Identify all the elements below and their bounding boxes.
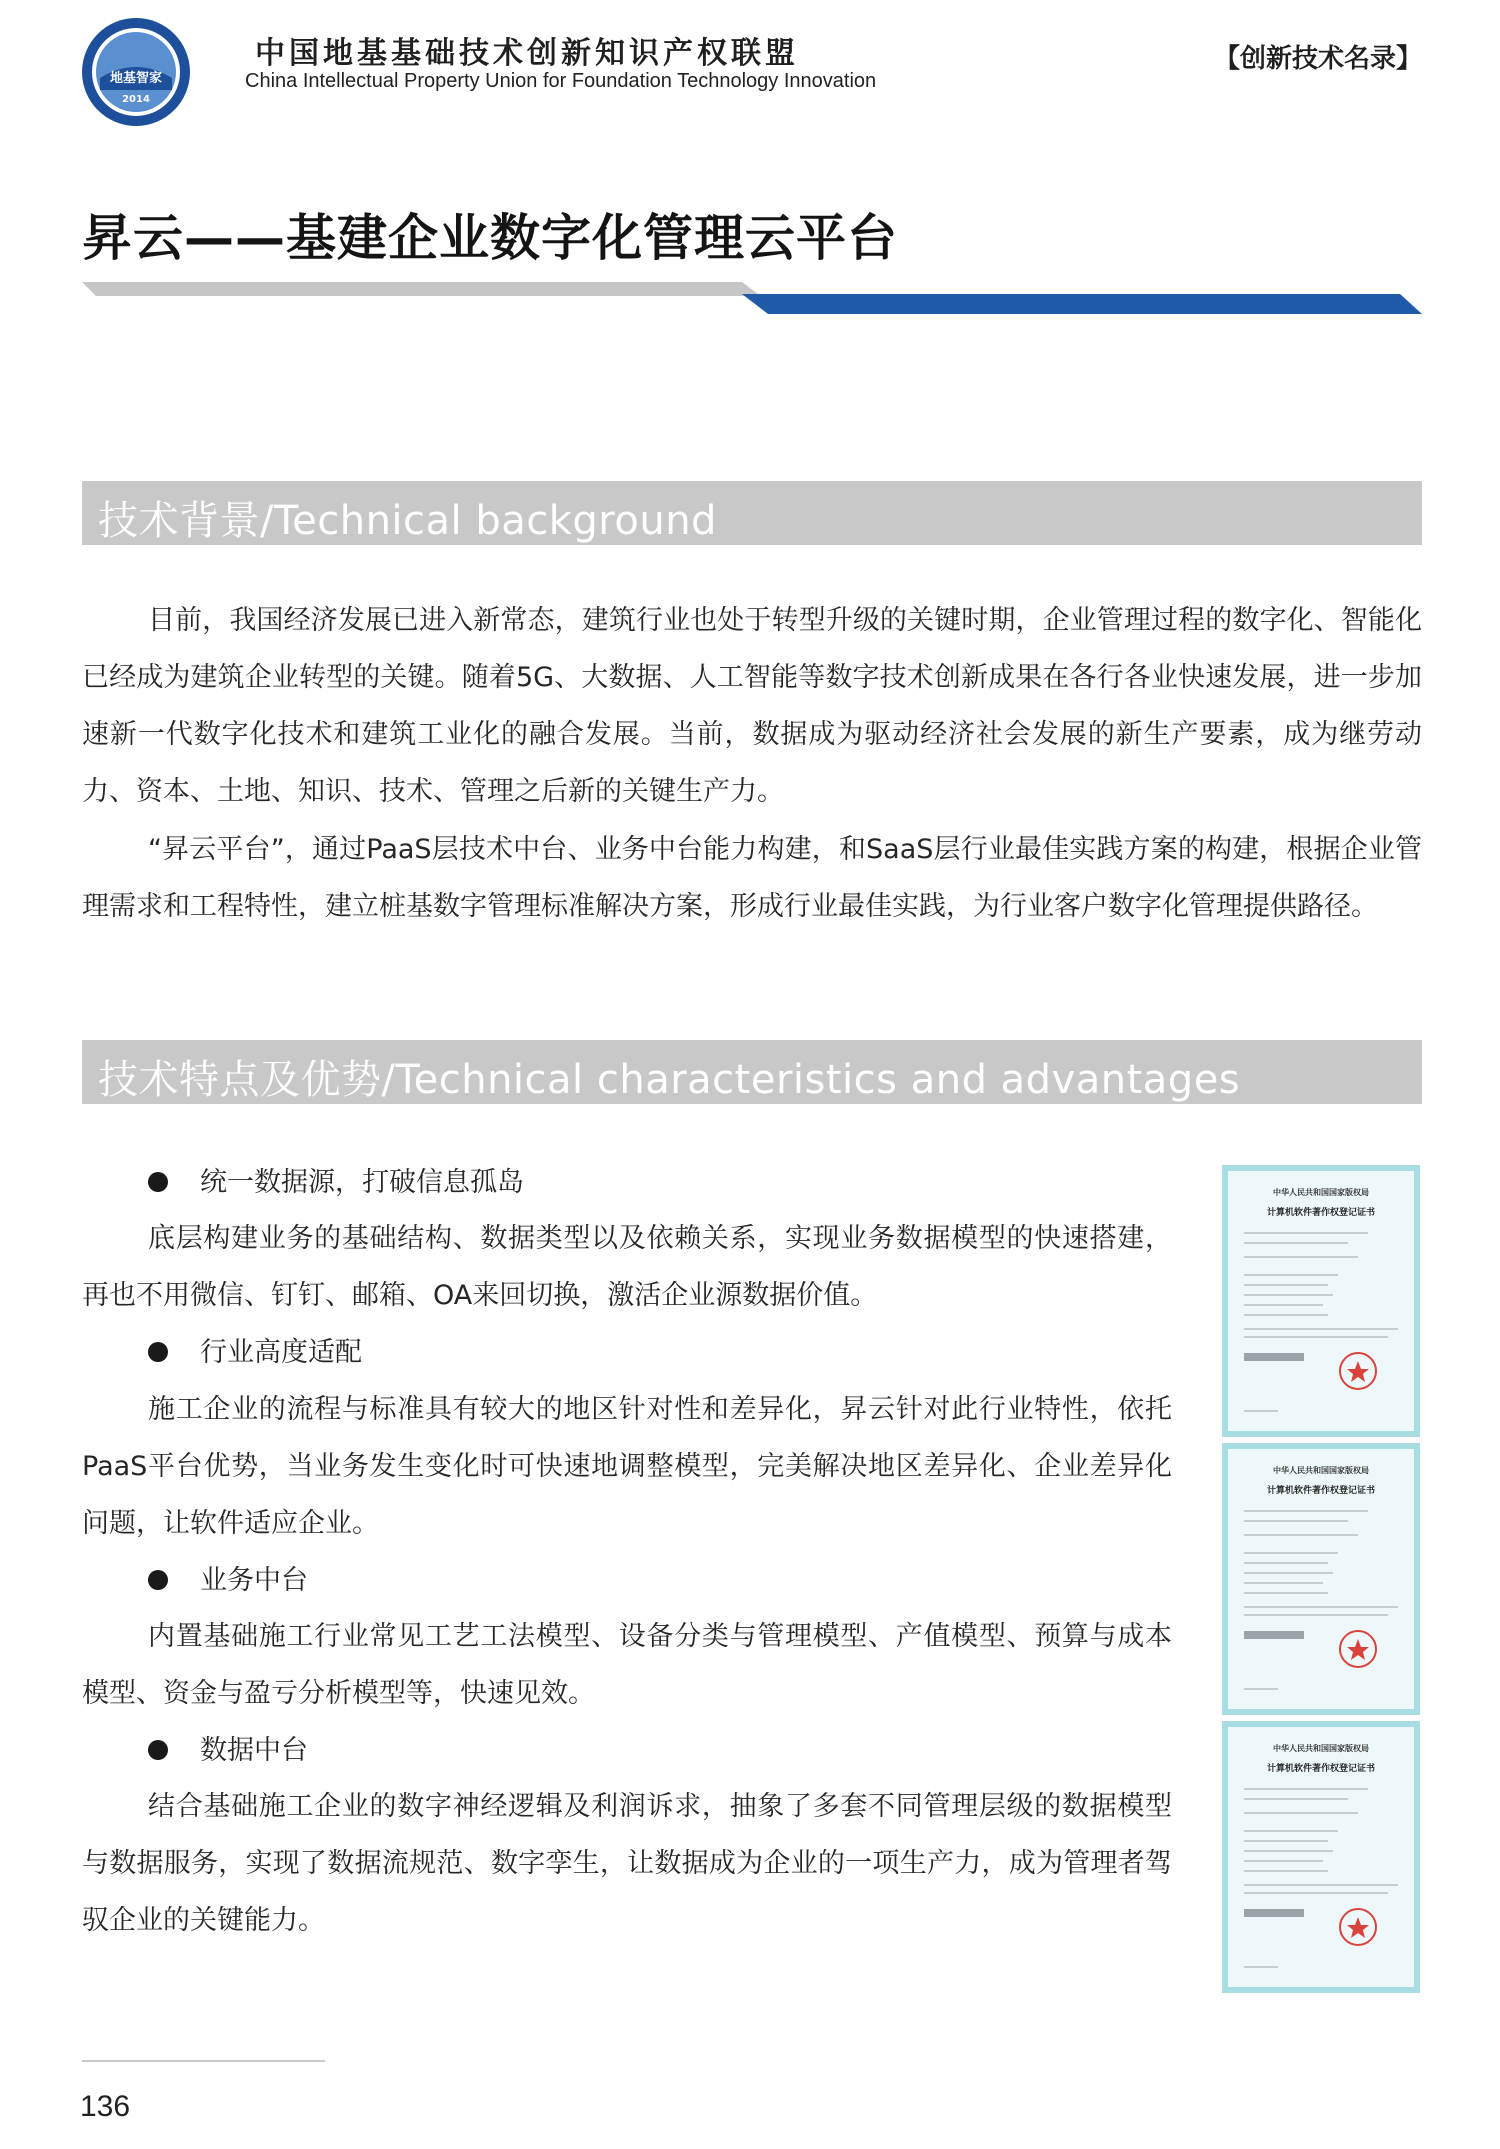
feature-text-4: 结合基础施工企业的数字神经逻辑及利润诉求，抽象了多套不同管理层级的数据模型与数据服务，实现了数据流规范、数字孪生，让数据成为企业的一项生产力，成为管理者驾驭企业的关键能力。 <box>82 1791 1172 1936</box>
section-header-features <box>82 1040 1422 1104</box>
bullet-icon <box>148 1342 168 1362</box>
certificate-title: 计算机软件著作权登记证书 <box>1266 1764 1375 1774</box>
software-copyright-certificate <box>1222 1165 1420 1437</box>
feature-title: 行业高度适配 <box>200 1337 362 1368</box>
certificate-title: 计算机软件著作权登记证书 <box>1266 1486 1375 1496</box>
section-heading: 技术背景/Technical background <box>98 498 717 544</box>
feature-title: 统一数据源，打破信息孤岛 <box>200 1167 524 1198</box>
org-name-en: China Intellectual Property Union for Foundation Technology Innovation <box>245 70 877 92</box>
certificate-issuer: 中华人民共和国国家版权局 <box>1273 1465 1369 1475</box>
section-header-background <box>82 481 1422 545</box>
feature-text-2: 施工企业的流程与标准具有较大的地区针对性和差异化，昇云针对此行业特性，依托PaaS平台优势，当业务发生变化时可快速地调整模型，完美解决地区差异化、企业差异化问题，让软件适应企业。 <box>82 1394 1172 1539</box>
background-paragraph-1: 目前，我国经济发展已进入新常态，建筑行业也处于转型升级的关键时期，企业管理过程的数字化、智能化已经成为建筑企业转型的关键。随着5G、大数据、人工智能等数字技术创新成果在各行各业快速发展，进一步加速新一代数字化技术和建筑工业化的融合发展。当前，数据成为驱动经济社会发展的新生产要素，成为继劳动力、资本、土地、知识、技术、管理之后新的关键生产力。 <box>82 605 1422 807</box>
feature-title: 业务中台 <box>200 1565 308 1596</box>
union-logo <box>80 16 192 128</box>
page-title: 昇云——基建企业数字化管理云平台 <box>82 209 898 267</box>
bullet-icon <box>148 1172 168 1192</box>
feature-text-3: 内置基础施工行业常见工艺工法模型、设备分类与管理模型、产值模型、预算与成本模型、资金与盈亏分析模型等，快速见效。 <box>82 1621 1172 1709</box>
org-name-cn: 中国地基基础技术创新知识产权联盟 <box>255 36 799 71</box>
feature-bullet-2 <box>148 1330 362 1369</box>
title-underline-bar <box>82 280 1422 316</box>
logo-year: 2014 <box>122 94 150 105</box>
software-copyright-certificate <box>1222 1721 1420 1993</box>
certificate-issuer: 中华人民共和国国家版权局 <box>1273 1743 1369 1753</box>
certificate-title: 计算机软件著作权登记证书 <box>1266 1208 1375 1218</box>
page-number: 136 <box>80 2090 131 2123</box>
bullet-icon <box>148 1570 168 1590</box>
logo-text: 地基智家 <box>109 71 163 86</box>
software-copyright-certificate <box>1222 1443 1420 1715</box>
background-paragraph-2: “昇云平台”，通过PaaS层技术中台、业务中台能力构建，和SaaS层行业最佳实践方案的构建，根据企业管理需求和工程特性，建立桩基数字管理标准解决方案，形成行业最佳实践，为行业客户数字化管理提供路径。 <box>82 834 1422 922</box>
feature-title: 数据中台 <box>200 1735 308 1766</box>
feature-bullet-3 <box>148 1558 308 1597</box>
feature-text-1: 底层构建业务的基础结构、数据类型以及依赖关系，实现业务数据模型的快速搭建，再也不用微信、钉钉、邮箱、OA来回切换，激活企业源数据价值。 <box>82 1223 1172 1311</box>
footer-divider <box>82 2060 325 2062</box>
feature-bullet-1 <box>148 1160 524 1199</box>
section-heading: 技术特点及优势/Technical characteristics and advantages <box>98 1057 1241 1103</box>
bullet-icon <box>148 1740 168 1760</box>
feature-bullet-4 <box>148 1728 308 1767</box>
certificate-issuer: 中华人民共和国国家版权局 <box>1273 1187 1369 1197</box>
section-tag: 【创新技术名录】 <box>1213 44 1422 74</box>
